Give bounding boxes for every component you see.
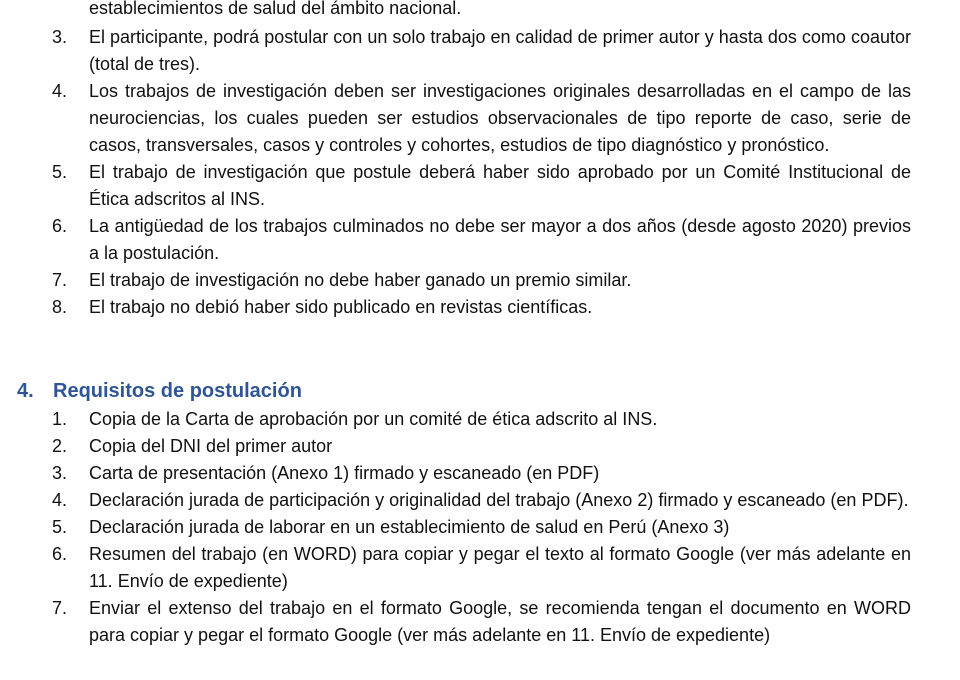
list-item-number: 3.: [52, 463, 68, 483]
list-item-number: 8.: [52, 297, 68, 317]
list-item-text: Copia de la Carta de aprobación por un comité de ética adscrito al INS.: [89, 409, 658, 429]
list-item-number: 2.: [52, 436, 68, 456]
list-item-number: 5.: [52, 517, 68, 537]
list-item-text: El trabajo no debió haber sido publicado en revistas científicas.: [89, 297, 593, 317]
list-item: [0, 267, 911, 294]
application-requirements-list: [0, 406, 911, 649]
list-item-text: Enviar el extenso del trabajo en el formato Google, se recomienda tengan el documento en WORD para copiar y pegar el formato Google (ver más adelante en 11. Envío de expediente): [89, 598, 911, 645]
participation-rules-list: [0, 0, 911, 321]
list-item: [0, 433, 911, 460]
list-item: [0, 213, 911, 267]
list-item-number: 4.: [52, 490, 68, 510]
list-item: [0, 24, 911, 78]
list-item-number: 6.: [52, 544, 68, 564]
list-item: [0, 159, 911, 213]
section-heading: [17, 377, 302, 405]
list-item-text: establecimientos de salud del ámbito nacional.: [89, 0, 462, 18]
list-item-text: Resumen del trabajo (en WORD) para copiar y pegar el texto al formato Google (ver más adelante en 11. Envío de expediente): [89, 544, 911, 591]
list-item-number: 7.: [52, 598, 68, 618]
list-item-number: 6.: [52, 216, 68, 236]
list-item-text: El participante, podrá postular con un solo trabajo en calidad de primer autor y hasta dos como coautor (total de tres).: [89, 27, 911, 74]
list-item-text: Copia del DNI del primer autor: [89, 436, 333, 456]
list-item-text: Carta de presentación (Anexo 1) firmado y escaneado (en PDF): [89, 463, 600, 483]
list-item: [0, 487, 911, 514]
section-title: Requisitos de postulación: [53, 380, 302, 402]
list-item: [0, 460, 911, 487]
list-item-number: 4.: [52, 81, 68, 101]
list-item-number: 3.: [52, 27, 68, 47]
list-item: [0, 294, 911, 321]
list-item: [0, 78, 911, 159]
list-item-number: 1.: [52, 409, 68, 429]
list-item: [0, 406, 911, 433]
list-item-number: 5.: [52, 162, 68, 182]
section-number: 4.: [17, 380, 34, 402]
list-item: [0, 595, 911, 649]
list-item-text: Declaración jurada de participación y originalidad del trabajo (Anexo 2) firmado y escaneado (en PDF).: [89, 490, 909, 510]
list-item-continued: [0, 0, 911, 22]
list-item-text: La antigüedad de los trabajos culminados no debe ser mayor a dos años (desde agosto 2020) previos a la postulación.: [89, 216, 911, 263]
list-item-text: Los trabajos de investigación deben ser investigaciones originales desarrolladas en el campo de las neurociencias, los cuales pueden ser estudios observacionales de tipo reporte de caso, serie de casos, transversales, casos y controles y cohortes, estudios de tipo diagnóstico y pronóstico.: [89, 81, 911, 155]
list-item-text: Declaración jurada de laborar en un establecimiento de salud en Perú (Anexo 3): [89, 517, 730, 537]
list-item-text: El trabajo de investigación que postule deberá haber sido aprobado por un Comité Institucional de Ética adscritos al INS.: [89, 162, 911, 209]
list-item: [0, 541, 911, 595]
list-item-number: 7.: [52, 270, 68, 290]
list-item-text: El trabajo de investigación no debe haber ganado un premio similar.: [89, 270, 632, 290]
list-item: [0, 514, 911, 541]
